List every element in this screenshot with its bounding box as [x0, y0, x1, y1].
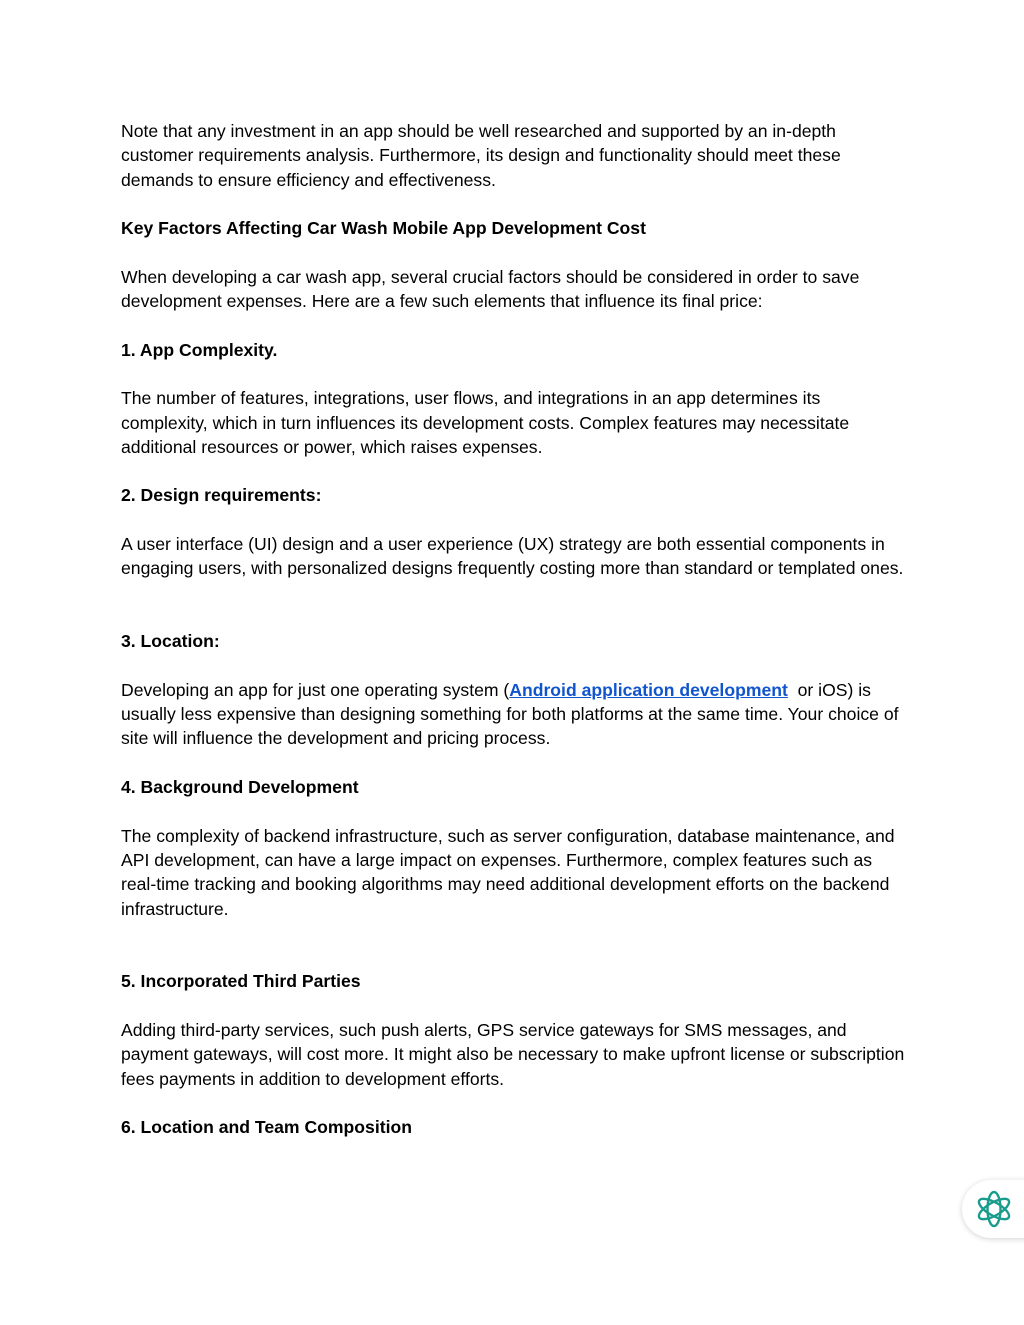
spacer: [121, 654, 911, 678]
spacer: [121, 362, 911, 386]
location-text-before: Developing an app for just one operating system (: [121, 679, 510, 700]
key-factors-paragraph: When developing a car wash app, several crucial factors should be considered in order to save development expenses. Here are a few such elements that influence its final price:: [121, 266, 860, 312]
design-requirements-paragraph: A user interface (UI) design and a user experience (UX) strategy are both essential components in engaging users, with personalized designs frequently costing more than standard or templated ones.: [121, 534, 904, 579]
spacer: [121, 313, 911, 337]
location-paragraph: [121, 678, 911, 751]
ai-assistant-star-icon: [974, 1189, 1014, 1229]
heading-design-requirements: 2. Design requirements:: [121, 485, 322, 506]
android-development-link[interactable]: Android application development: [509, 679, 788, 700]
app-complexity-paragraph: The number of features, integrations, user flows, and integrations in an app determines its complexity, which in turn influences its development costs. Complex features may necessitate additional resources or power, which raises expenses.: [121, 388, 850, 457]
background-development-paragraph: The complexity of backend infrastructure, such as server configuration, database maintenance, and API development, can have a large impact on expenses. Furthermore, complex features such as real-time tracking and booking algorithms may need additional development efforts on the backend infrastructure.: [121, 825, 895, 919]
spacer: [121, 581, 911, 630]
document-page: [121, 119, 911, 1139]
spacer: [121, 1091, 911, 1115]
assistant-widget-button[interactable]: [962, 1180, 1024, 1238]
intro-paragraph: Note that any investment in an app should be well researched and supported by an in-depth customer requirements analysis. Furthermore, its design and functionality should meet these demands to ensure efficiency and effectiveness.: [121, 121, 841, 190]
spacer: [121, 751, 911, 775]
heading-third-parties: 5. Incorporated Third Parties: [121, 971, 361, 992]
spacer: [121, 240, 911, 264]
location-text-after: or iOS) is usually less expensive than designing something for both platforms at the same time. Your choice of site will influence the development and pricing process.: [121, 679, 904, 749]
section-heading-key-factors: Key Factors Affecting Car Wash Mobile App Development Cost: [121, 218, 646, 239]
heading-team-composition: 6. Location and Team Composition: [121, 1117, 412, 1138]
spacer: [121, 921, 911, 970]
heading-location: 3. Location:: [121, 631, 220, 652]
heading-app-complexity: 1. App Complexity.: [121, 339, 278, 360]
heading-background-development: 4. Background Development: [121, 777, 359, 798]
spacer: [121, 994, 911, 1018]
spacer: [121, 508, 911, 532]
spacer: [121, 799, 911, 823]
third-parties-paragraph: Adding third-party services, such push alerts, GPS service gateways for SMS messages, and payment gateways, will cost more. It might also be necessary to make upfront license or subscription fees payments in addition to development efforts.: [121, 1019, 905, 1089]
spacer: [121, 192, 911, 216]
spacer: [121, 459, 911, 483]
